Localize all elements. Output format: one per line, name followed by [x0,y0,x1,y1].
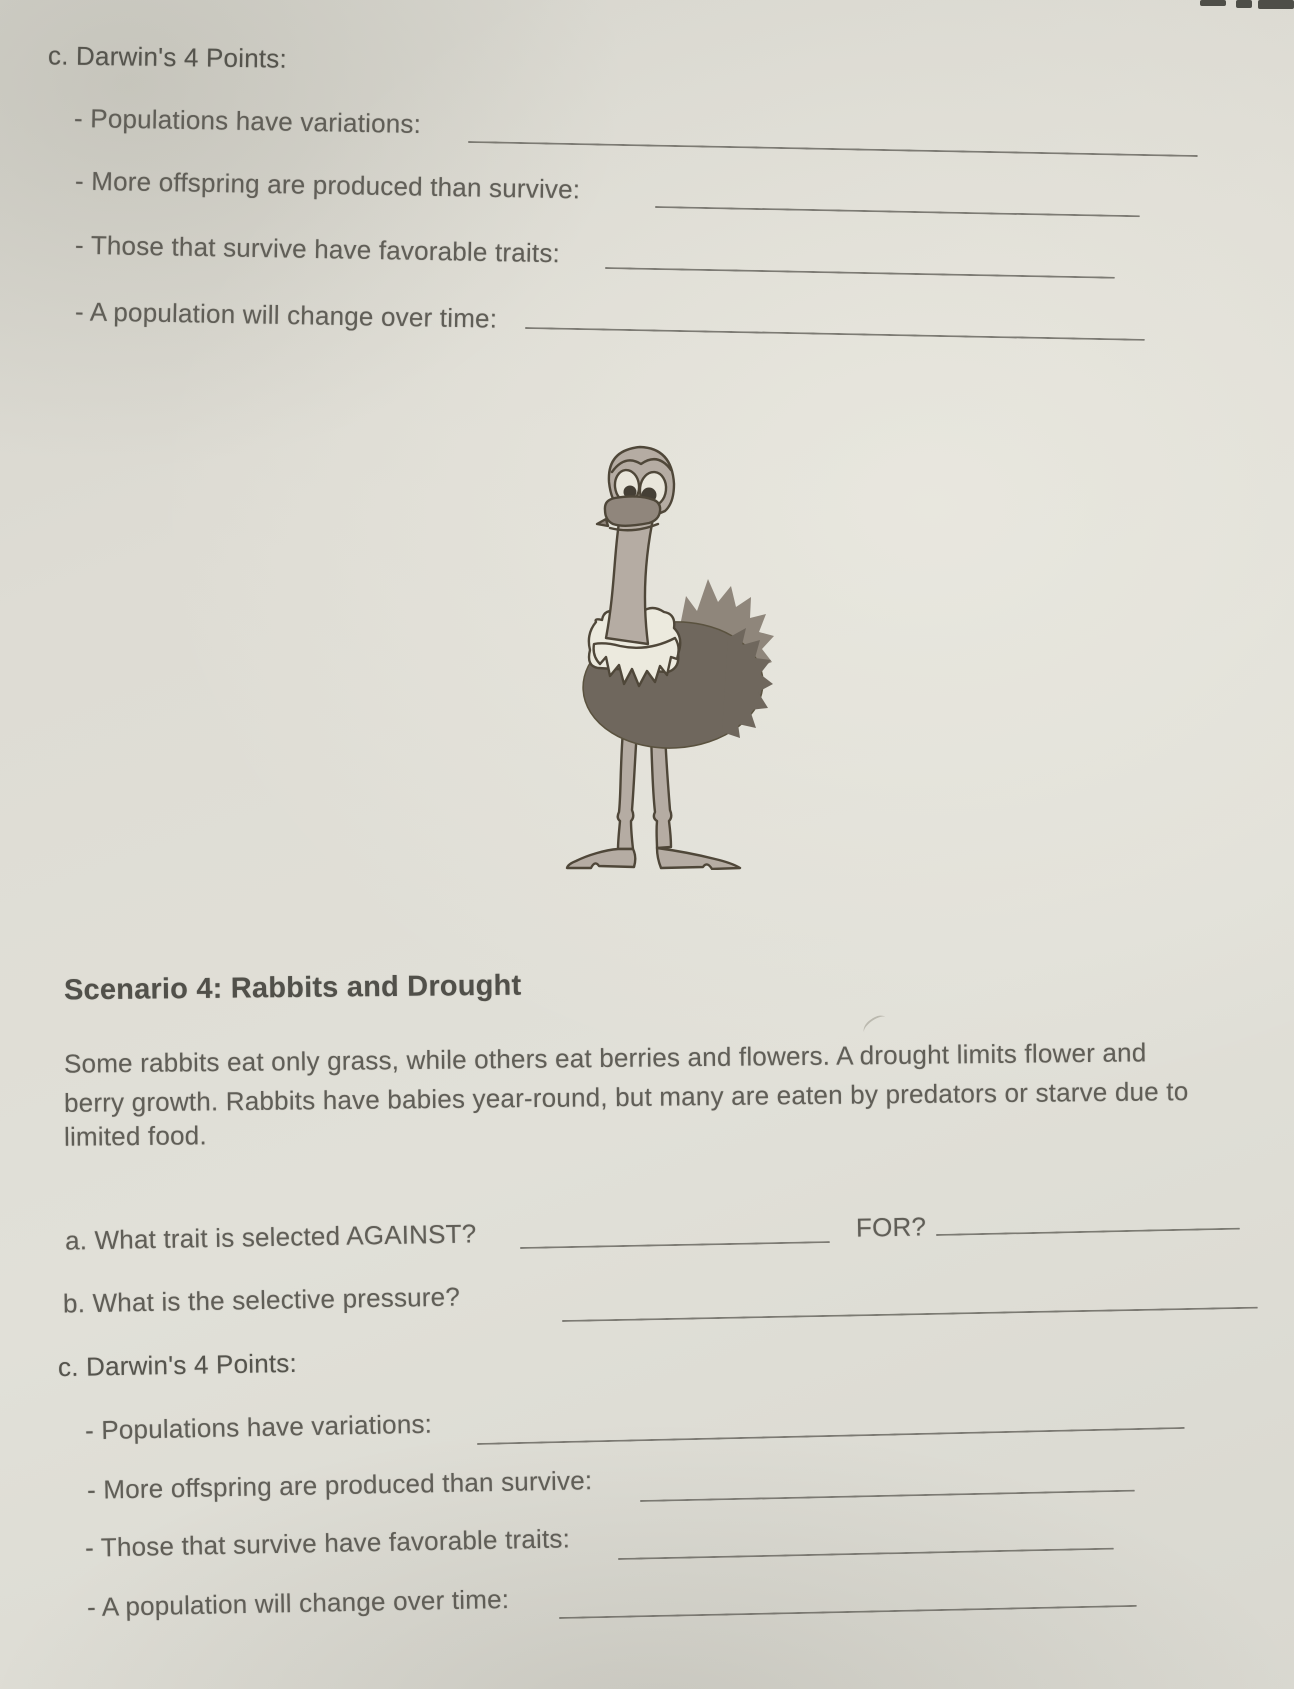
answer-line [477,1427,1185,1445]
scenario-paragraph-line1: Some rabbits eat only grass, while others eat berries and flowers. A drought limits flower and [63,1037,1147,1079]
bottom-bullet-1: - Populations have variations: [84,1408,433,1446]
scenario-heading: Scenario 4: Rabbits and Drought [63,969,522,1007]
answer-line [655,206,1140,217]
ostrich-illustration [560,440,775,870]
question-b-label: b. What is the selective pressure? [62,1281,461,1319]
top-bullet-3: - Those that survive have favorable traits: [74,229,561,269]
top-bullet-2: - More offspring are produced than survive: [74,165,581,205]
bottom-bullet-2: - More offspring are produced than survive: [86,1465,593,1505]
scenario-paragraph-line2: berry growth. Rabbits have babies year-round, but many are eaten by predators or starve due to [63,1076,1189,1118]
answer-line [618,1548,1114,1560]
bottom-bullet-3: - Those that survive have favorable traits: [84,1523,571,1563]
answer-line [562,1307,1258,1322]
answer-line-against [520,1241,830,1249]
ostrich-beak [605,496,660,525]
answer-line [468,141,1198,157]
answer-line [525,327,1145,341]
bottom-bullet-4: - A population will change over time: [86,1583,510,1623]
answer-line [605,267,1115,279]
answer-line [559,1605,1137,1619]
top-bullet-4: - A population will change over time: [74,296,498,334]
answer-line [640,1490,1135,1502]
top-bullet-1: - Populations have variations: [73,102,422,140]
bottom-section-heading: c. Darwin's 4 Points: [57,1347,298,1383]
answer-line-for [936,1228,1240,1236]
scenario-paragraph-line3: limited food. [63,1120,207,1152]
paper-scratch-mark [860,1012,889,1038]
top-section-heading: c. Darwin's 4 Points: [47,40,288,74]
question-a-label: a. What trait is selected AGAINST? [64,1218,477,1256]
question-a-for-label: FOR? [855,1211,927,1243]
